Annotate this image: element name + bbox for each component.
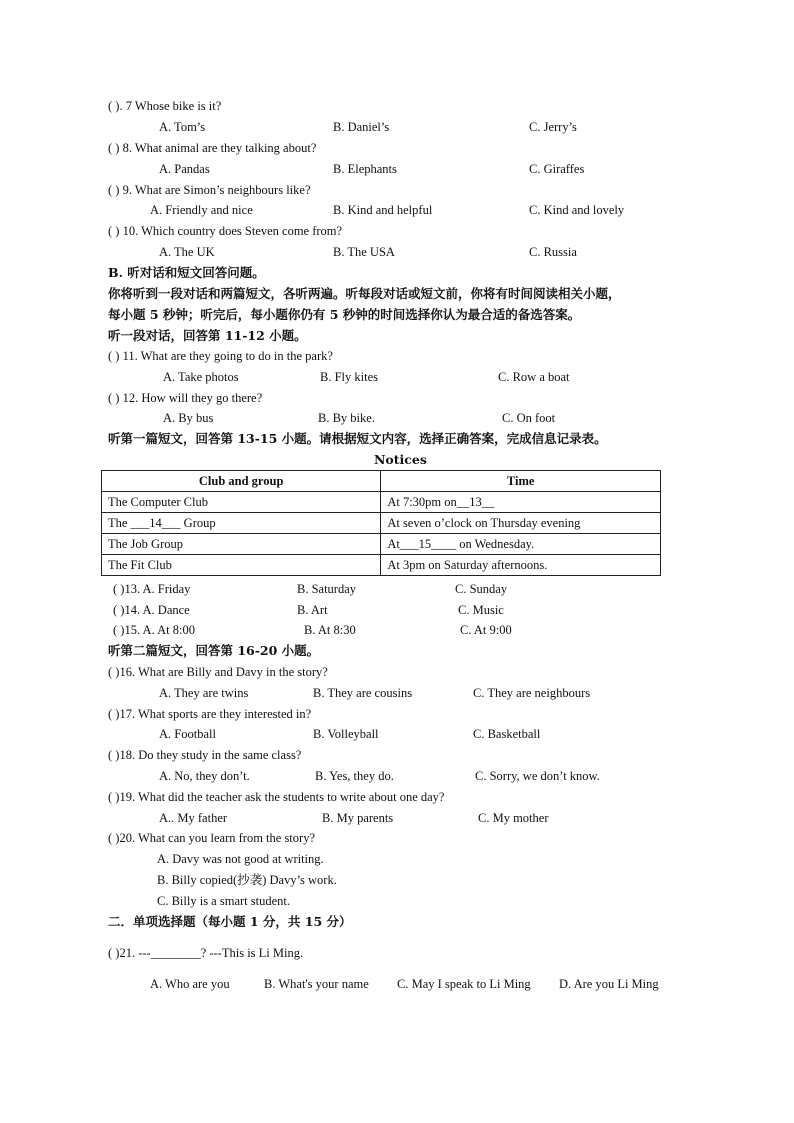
question-17-stem: ( )17. What sports are they interested in?	[108, 707, 312, 721]
question-7-option-a: A. Tom’s	[159, 120, 206, 134]
question-13-option-c: C. Sunday	[455, 582, 508, 596]
question-15-stem: ( )15. A. At 8:00	[113, 623, 195, 637]
table-cell: At seven o’clock on Thursday evening	[381, 513, 661, 534]
column-header-time: Time	[381, 471, 661, 492]
question-10-option-b: B. The USA	[333, 245, 395, 259]
table-cell: The Computer Club	[102, 492, 381, 513]
question-20-option-b: B. Billy copied(抄袭) Davy’s work.	[157, 873, 337, 887]
question-19-option-c: C. My mother	[478, 811, 549, 825]
section-b-instructions-line2: 每小题 5 秒钟；听完后，每小题你仍有 5 秒钟的时间选择你认为最合适的备选答案。	[108, 307, 581, 322]
question-21-option-a: A. Who are you	[150, 977, 230, 991]
question-16-option-a: A. They are twins	[159, 686, 249, 700]
part-2-title: 二．单项选择题（每小题 1 分，共 15 分）	[108, 914, 352, 929]
question-16-option-c: C. They are neighbours	[473, 686, 591, 700]
section-b-instructions-line1: 你将听到一段对话和两篇短文，各听两遍。听每段对话或短文前，你将有时间阅读相关小题，	[108, 286, 621, 301]
question-9-option-a: A. Friendly and nice	[150, 203, 253, 217]
table-row	[102, 555, 661, 576]
question-16-option-b: B. They are cousins	[313, 686, 413, 700]
passage-1-heading: 听第一篇短文，回答第 13-15 小题。请根据短文内容，选择正确答案，完成信息记录表。	[108, 431, 607, 446]
question-7-option-b: B. Daniel’s	[333, 120, 390, 134]
table-cell: At 7:30pm on__13__	[381, 492, 661, 513]
question-21-option-c: C. May I speak to Li Ming	[397, 977, 531, 991]
question-11-option-a: A. Take photos	[163, 370, 239, 384]
question-15-option-c: C. At 9:00	[460, 623, 512, 637]
question-8-option-a: A. Pandas	[159, 162, 210, 176]
notices-title: Notices	[374, 452, 427, 467]
question-15-option-b: B. At 8:30	[304, 623, 356, 637]
question-12-option-c: C. On foot	[502, 411, 556, 425]
question-12-option-b: B. By bike.	[318, 411, 375, 425]
question-18-option-b: B. Yes, they do.	[315, 769, 394, 783]
question-20-stem: ( )20. What can you learn from the story?	[108, 831, 315, 845]
question-16-stem: ( )16. What are Billy and Davy in the story?	[108, 665, 328, 679]
question-20-option-c: C. Billy is a smart student.	[157, 894, 290, 908]
question-10-stem: ( ) 10. Which country does Steven come from?	[108, 224, 343, 238]
dialog-heading: 听一段对话，回答第 11-12 小题。	[108, 328, 307, 343]
question-7-option-c: C. Jerry’s	[529, 120, 577, 134]
question-14-stem: ( )14. A. Dance	[113, 603, 190, 617]
table-cell: At___15____ on Wednesday.	[381, 534, 661, 555]
question-9-option-b: B. Kind and helpful	[333, 203, 433, 217]
question-17-option-a: A. Football	[159, 727, 216, 741]
table-header-row	[102, 471, 661, 492]
question-10-option-c: C. Russia	[529, 245, 577, 259]
question-21-option-b: B. What's your name	[264, 977, 369, 991]
table-row	[102, 534, 661, 555]
question-12-option-a: A. By bus	[163, 411, 214, 425]
question-13-option-b: B. Saturday	[297, 582, 357, 596]
question-7-stem: ( ). 7 Whose bike is it?	[108, 99, 222, 113]
section-b-title: B. 听对话和短文回答问题。	[108, 265, 265, 280]
question-17-option-c: C. Basketball	[473, 727, 541, 741]
table-cell: The Job Group	[102, 534, 381, 555]
question-8-option-b: B. Elephants	[333, 162, 397, 176]
question-11-option-c: C. Row a boat	[498, 370, 570, 384]
question-14-option-c: C. Music	[458, 603, 504, 617]
table-cell: The ___14___ Group	[102, 513, 381, 534]
question-21-stem: ( )21. ---________? ---This is Li Ming.	[108, 946, 304, 960]
question-18-stem: ( )18. Do they study in the same class?	[108, 748, 302, 762]
question-20-option-a: A. Davy was not good at writing.	[157, 852, 324, 866]
question-19-stem: ( )19. What did the teacher ask the students to write about one day?	[108, 790, 445, 804]
table-row	[102, 513, 661, 534]
notices-table	[101, 470, 661, 576]
table-cell: The Fit Club	[102, 555, 381, 576]
question-18-option-a: A. No, they don’t.	[159, 769, 250, 783]
table-row	[102, 492, 661, 513]
question-21-option-d: D. Are you Li Ming	[559, 977, 659, 991]
question-14-option-b: B. Art	[297, 603, 328, 617]
question-9-stem: ( ) 9. What are Simon’s neighbours like?	[108, 183, 311, 197]
question-12-stem: ( ) 12. How will they go there?	[108, 391, 263, 405]
question-11-stem: ( ) 11. What are they going to do in the park?	[108, 349, 333, 363]
question-17-option-b: B. Volleyball	[313, 727, 379, 741]
question-11-option-b: B. Fly kites	[320, 370, 378, 384]
question-8-stem: ( ) 8. What animal are they talking about?	[108, 141, 317, 155]
question-18-option-c: C. Sorry, we don’t know.	[475, 769, 600, 783]
question-9-option-c: C. Kind and lovely	[529, 203, 625, 217]
question-19-option-b: B. My parents	[322, 811, 394, 825]
column-header-club: Club and group	[102, 471, 381, 492]
passage-2-heading: 听第二篇短文，回答第 16-20 小题。	[108, 643, 320, 658]
question-10-option-a: A. The UK	[159, 245, 215, 259]
question-13-stem: ( )13. A. Friday	[113, 582, 191, 596]
question-8-option-c: C. Giraffes	[529, 162, 585, 176]
question-19-option-a: A.. My father	[159, 811, 228, 825]
table-cell: At 3pm on Saturday afternoons.	[381, 555, 661, 576]
